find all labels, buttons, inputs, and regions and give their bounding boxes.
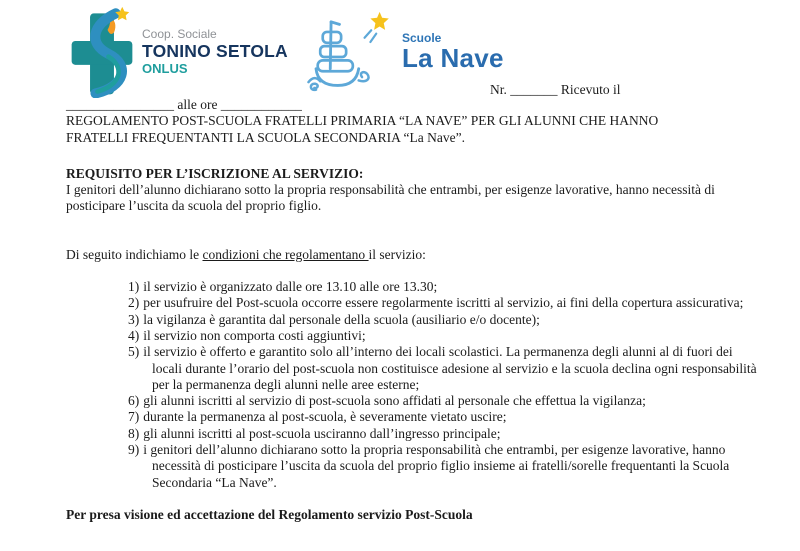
tonino-setola-label: TONINO SETOLA [142,41,288,61]
list-item [128,328,760,344]
list-item-text: per usufruire del Post-scuola occorre essere regolarmente iscritti al servizio, ai fini della copertura assicurativa; [143,295,744,311]
list-item-number: 3) [128,311,140,327]
document-title-line1: REGOLAMENTO POST-SCUOLA FRATELLI PRIMARIA “LA NAVE” PER GLI ALUNNI CHE HANNO [66,113,659,129]
list-item-number: 1) [128,279,140,295]
receipt-number-line: Nr. _______ Ricevuto il [490,82,621,97]
list-item-number: 9) [128,442,140,458]
requisito-heading: REQUISITO PER L’ISCRIZIONE AL SERVIZIO: [66,165,364,181]
list-item-number: 7) [128,409,140,425]
requisito-paragraph: I genitori dell’alunno dichiarano sotto la propria responsabilità che entrambi, per esigenze lavorative, hanno necessità di posticipare l’uscita da scuola del proprio figlio. [66,182,715,214]
la-nave-logo [306,8,504,96]
list-item-text: il servizio non comporta costi aggiuntivi; [143,327,366,343]
document-title [66,113,761,146]
acceptance-heading: Per presa visione ed accettazione del Regolamento servizio Post-Scuola [66,506,473,522]
tonino-setola-logo [68,6,288,98]
scuole-label: Scuole [402,31,442,45]
ship-icon [306,8,398,96]
cross-swirl-star-icon [68,6,136,98]
datetime-blank-line: ________________ alle ore ____________ [66,97,302,112]
list-item [128,279,760,295]
la-nave-logo-text [402,32,504,72]
list-item-number: 2) [128,295,140,311]
document-title-line2: FRATELLI FREQUENTANTI LA SCUOLA SECONDARIA “La Nave”. [66,129,466,145]
coop-sociale-label: Coop. Sociale [142,27,217,41]
list-item-text: il servizio è organizzato dalle ore 13.10 alle ore 13.30; [143,279,438,295]
list-item-number: 8) [128,425,140,441]
conditions-intro-prefix: Di seguito indichiamo le [66,246,203,262]
list-item [128,295,760,311]
list-item [128,426,760,442]
tonino-setola-logo-text [142,27,288,77]
conditions-intro-underlined: condizioni che regolamentano [202,246,369,262]
list-item-text: il servizio è offerto e garantito solo all’interno dei locali scolastici. La permanenza degli alunni al di fuori dei locali durante l’orario del post-scuola non costituisce adesione al servizio e la scuola declina ogni responsabilità per la permanenza degli alunni nelle aree esterne; [143,344,757,392]
list-item [128,344,760,393]
list-item-number: 5) [128,344,140,360]
document-body [66,97,761,523]
list-item-text: gli alunni iscritti al post-scuola usciranno dall’ingresso principale; [143,425,501,441]
conditions-intro-suffix: il servizio: [368,246,426,262]
header [0,0,800,98]
list-item-text: gli alunni iscritti al servizio di post-scuola sono affidati al personale che effettua la vigilanza; [143,393,646,409]
conditions-intro-line [66,247,761,263]
list-item-text: durante la permanenza al post-scuola, è severamente vietato uscire; [143,409,507,425]
regulation-list [128,279,760,491]
list-item [128,393,760,409]
list-item-text: i genitori dell’alunno dichiarano sotto la propria responsabilità che entrambi, per esigenze lavorative, hanno necessità di posticipare l’uscita da scuola del proprio figlio insieme ai fratelli/sorelle frequentanti la Scuola Secondaria “La Nave”. [143,442,730,490]
list-item [128,312,760,328]
la-nave-label: La Nave [402,43,504,73]
list-item-text: la vigilanza è garantita dal personale della scuola (ausiliario e/o docente); [143,311,540,327]
list-item [128,409,760,425]
list-item [128,442,760,491]
list-item-number: 4) [128,327,140,343]
onlus-label: ONLUS [142,61,188,76]
list-item-number: 6) [128,393,140,409]
